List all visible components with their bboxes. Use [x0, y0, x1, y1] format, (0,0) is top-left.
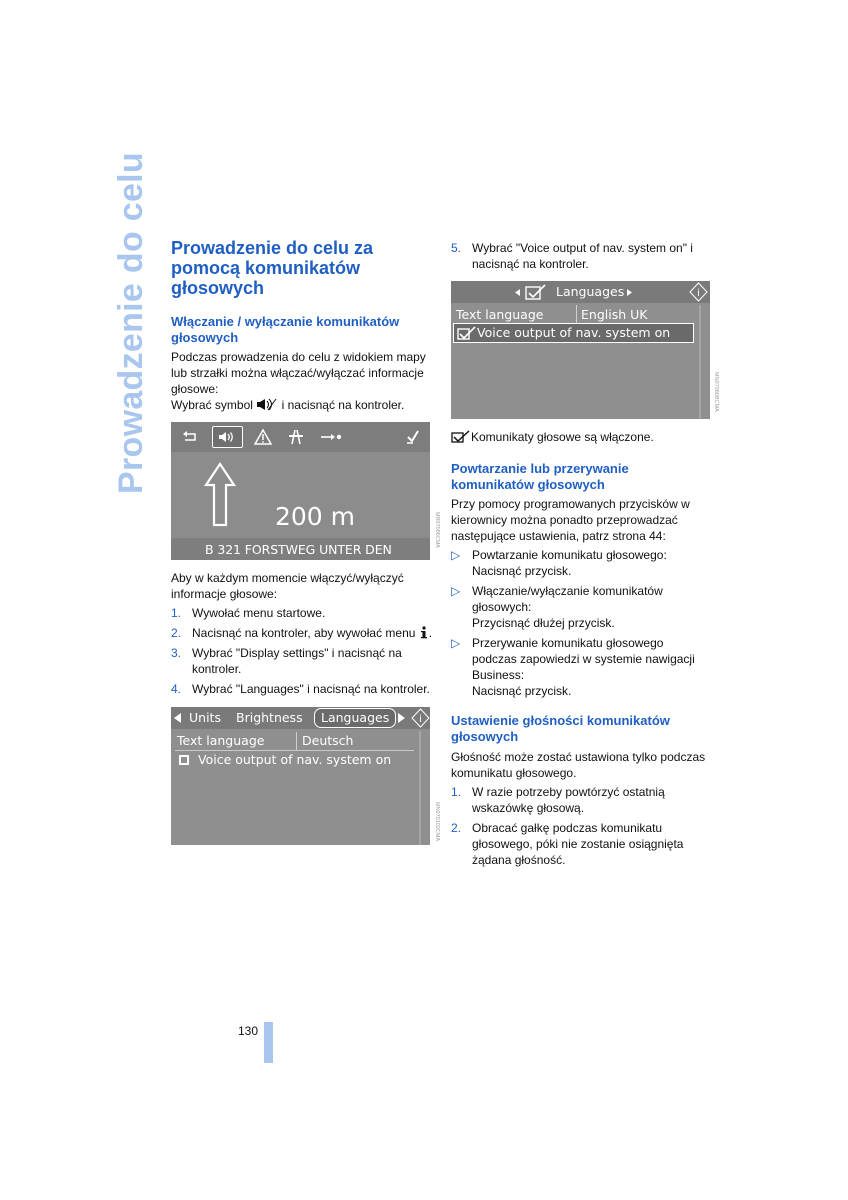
- step5-list: [451, 240, 706, 276]
- check-return-icon[interactable]: [403, 426, 423, 448]
- figure-code: MN070102CMA: [434, 802, 440, 842]
- scrollbar[interactable]: [419, 731, 421, 845]
- figure-code: MN07080BCMA: [713, 372, 719, 412]
- info-diamond-icon[interactable]: [689, 282, 708, 302]
- text-language-label[interactable]: Text language: [177, 733, 265, 748]
- list-item: 1. Wywołać menu startowe.: [171, 606, 326, 620]
- svg-text:i: i: [697, 288, 700, 299]
- route-arrow-icon[interactable]: [318, 426, 344, 448]
- steering-wheel-paragraph: Przy pomocy programowanych przycisków w kierownicy można ponadto przeprowadzać następujące ustawienia, patrz strona 44:: [451, 497, 690, 543]
- list-item: 1. W razie potrzeby powtórzyć ostatnią wskazówkę głosową.: [451, 785, 665, 815]
- svg-text:i: i: [419, 714, 422, 725]
- figure-code: MR07086CMA: [434, 512, 440, 549]
- tab-left-arrow-icon[interactable]: [174, 713, 182, 723]
- page-marker-bar: [264, 1022, 273, 1063]
- text-language-value[interactable]: English UK: [581, 307, 648, 322]
- street-bar: B 321 FORSTWEG UNTER DEN LINDEN: [171, 538, 430, 560]
- divider: [576, 305, 577, 323]
- highway-icon[interactable]: [285, 426, 307, 448]
- check-box-icon: [525, 284, 547, 300]
- tab-brightness[interactable]: Brightness: [236, 710, 303, 725]
- checkbox-unchecked-icon[interactable]: [179, 755, 189, 765]
- warning-icon[interactable]: [252, 426, 274, 448]
- tab-right-arrow-icon[interactable]: [397, 713, 405, 723]
- list-item: 4. Wybrać "Languages" i nacisnąć na kontroler.: [171, 682, 430, 696]
- info-diamond-icon[interactable]: [411, 708, 430, 728]
- nav-screen: [171, 422, 430, 572]
- voice-output-option[interactable]: Voice output of nav. system on: [198, 752, 392, 767]
- voice-output-option-selected[interactable]: [453, 323, 694, 343]
- checkbox-checked-icon[interactable]: [457, 326, 477, 340]
- scrollbar[interactable]: [699, 305, 701, 419]
- divider: [296, 732, 297, 750]
- volume-paragraph: Głośność może zostać ustawiona tylko podczas komunikatu głosowego.: [451, 750, 706, 780]
- divider: [175, 750, 414, 751]
- section-title-volume: Ustawienie głośności komunikatów głosowych: [451, 713, 670, 744]
- side-chapter-title: Prowadzenie do celu: [112, 152, 150, 494]
- list-item: 5. Wybrać "Voice output of nav. system on" i nacisnąć na kontroler.: [451, 241, 693, 271]
- screen-title: Languages: [556, 284, 625, 299]
- languages-screen-uk: [451, 281, 710, 419]
- toggle-anytime-paragraph: Aby w każdym momencie włączyć/wyłączyć informacje głosowe:: [171, 571, 404, 601]
- voice-output-label: Voice output of nav. system on: [477, 325, 671, 340]
- volume-steps-list: [451, 784, 716, 872]
- languages-screen-de: [171, 707, 430, 845]
- title-left-arrow-icon[interactable]: [515, 289, 520, 296]
- distance-label: 200 m: [275, 502, 356, 531]
- status-line: Komunikaty głosowe są włączone.: [451, 429, 711, 445]
- list-item: 3. Wybrać "Display settings" i nacisnąć na kontroler.: [171, 646, 402, 676]
- tab-languages[interactable]: Languages: [314, 708, 396, 728]
- checkbox-checked-icon: [451, 430, 471, 443]
- list-item: 2. Nacisnąć na kontroler, aby wywołać menu .: [171, 626, 433, 640]
- page-title: Prowadzenie do celu za pomocą komunikatów głosowych: [171, 238, 374, 298]
- back-icon[interactable]: [179, 426, 201, 448]
- info-icon: [419, 626, 429, 639]
- text-language-label[interactable]: Text language: [456, 307, 544, 322]
- title-right-arrow-icon[interactable]: [627, 289, 632, 296]
- voice-output-icon[interactable]: [212, 426, 243, 448]
- section-title-repeat: Powtarzanie lub przerywanie komunikatów głosowych: [451, 461, 629, 492]
- section-title-toggle: Włączanie / wyłączanie komunikatów głosowych: [171, 314, 400, 345]
- text-language-value[interactable]: Deutsch: [302, 733, 354, 748]
- list-item: 2. Obracać gałkę podczas komunikatu głosowego, póki nie zostanie osiągnięta żądana głośność.: [451, 821, 684, 867]
- options-list: [451, 547, 716, 703]
- list-item: ▷ Przerywanie komunikatu głosowego podczas zapowiedzi w systemie nawigacji Business: Nacisnąć przycisk.: [451, 636, 695, 698]
- intro-paragraph: Podczas prowadzenia do celu z widokiem mapy lub strzałki można włączać/wyłączać informacje głosowe: Wybrać symbol i nacisnąć na kontroler.: [171, 350, 426, 412]
- list-item: ▷ Powtarzanie komunikatu głosowego: Nacisnąć przycisk.: [451, 548, 667, 578]
- page-number: 130: [238, 1024, 259, 1038]
- speaker-muted-icon: [256, 398, 278, 411]
- tab-units[interactable]: Units: [189, 710, 221, 725]
- list-item: ▷ Włączanie/wyłączanie komunikatów głosowych: Przycisnąć dłużej przycisk.: [451, 584, 663, 630]
- steps-list: [171, 605, 436, 701]
- straight-arrow-icon: [204, 462, 236, 528]
